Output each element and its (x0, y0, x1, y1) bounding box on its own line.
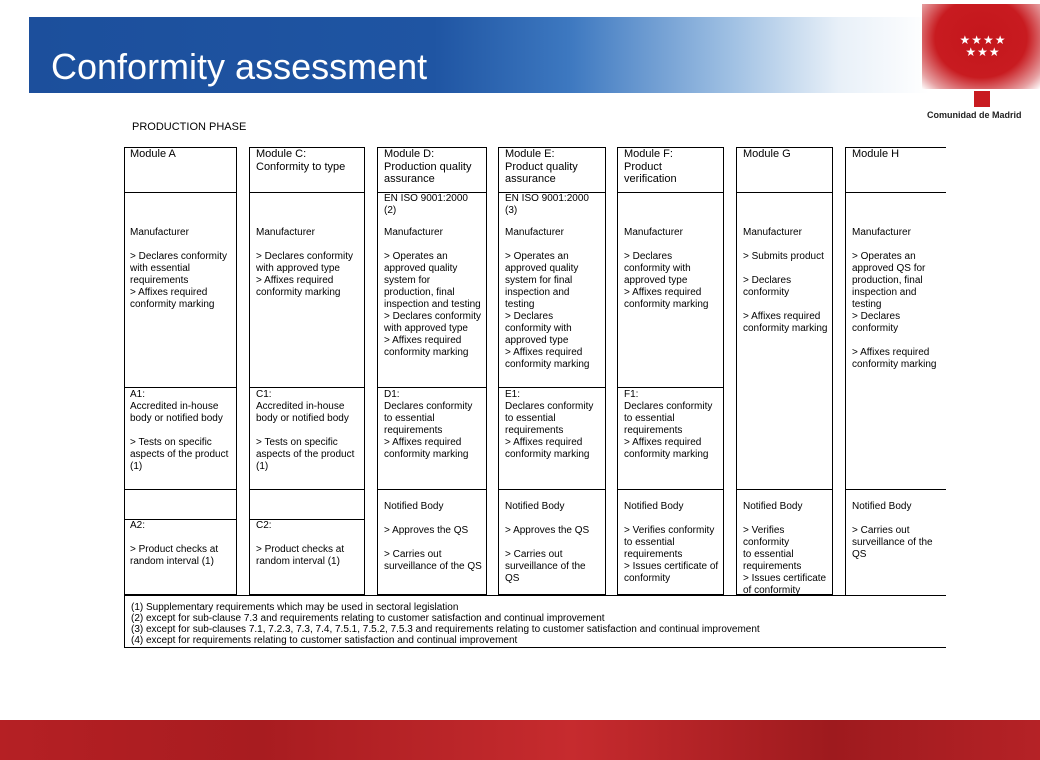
module-d-header: Module D: Production quality assurance (384, 148, 472, 185)
module-f1-cell: F1: Declares conformity to essential requirements > Affixes required conformity marking (624, 389, 713, 460)
footnote-3: (3) except for sub-clauses 7.1, 7.2.3, 7.3, 7.4, 7.5.1, 7.5.2, 7.5.3 and requirements relating to customer satisfaction and continual improvement (131, 624, 760, 635)
module-e1-cell: E1: Declares conformity to essential requirements > Affixes required conformity marking (505, 389, 594, 460)
module-c1-cell: C1: Accredited in-house body or notified body > Tests on specific aspects of the product (1) (256, 389, 355, 472)
bottom-band (0, 720, 1040, 760)
module-c-manufacturer: Manufacturer > Declares conformity with approved type > Affixes required conformity marking (256, 227, 353, 298)
module-g-manufacturer: Manufacturer > Submits product > Declares conformity > Affixes required conformity marking (743, 227, 828, 334)
module-d-standard: EN ISO 9001:2000 (2) (384, 193, 468, 216)
module-d1-cell: D1: Declares conformity to essential requirements > Affixes required conformity marking (384, 389, 473, 460)
module-g-notified-body: Notified Body > Verifies conformity to essential requirements > Issues certificate of conformity (743, 501, 827, 596)
module-e-standard: EN ISO 9001:2000 (3) (505, 193, 589, 216)
module-d-manufacturer: Manufacturer > Operates an approved quality system for production, final inspection and testing > Declares conformity with approved type > Affixes required conformity marking (384, 227, 481, 358)
module-f-notified-body: Notified Body > Verifies conformity to essential requirements > Issues certificate of conformity (624, 501, 719, 584)
footnote-2: (2) except for sub-clause 7.3 and requirements relating to customer satisfaction and continual improvement (131, 613, 605, 624)
stars-icon: ★★★★ ★★★ (959, 33, 1007, 59)
module-d-notified-body: Notified Body > Approves the QS > Carries out surveillance of the QS (384, 501, 482, 572)
logo-name: Comunidad de Madrid (927, 110, 1022, 120)
module-c-header: Module C: Conformity to type (256, 148, 346, 173)
footnotes (124, 595, 946, 648)
module-h-header: Module H (852, 148, 900, 160)
module-a2-cell: A2: > Product checks at random interval (1) (130, 520, 219, 567)
slide-title: Conformity assessment (51, 46, 428, 87)
module-h-notified-body: Notified Body > Carries out surveillance of the QS (852, 501, 933, 560)
footnote-4: (4) except for requirements relating to customer satisfaction and continual improvement (131, 635, 518, 646)
module-e-header: Module E: Product quality assurance (505, 148, 578, 185)
module-c2-cell: C2: > Product checks at random interval (1) (256, 520, 345, 567)
footnote-1: (1) Supplementary requirements which may be used in sectoral legislation (131, 602, 459, 613)
module-a-manufacturer: Manufacturer > Declares conformity with essential requirements > Affixes required conformity marking (130, 227, 227, 310)
module-a1-cell: A1: Accredited in-house body or notified body > Tests on specific aspects of the product (1) (130, 389, 229, 472)
module-a-header: Module A (130, 148, 176, 160)
module-e-notified-body: Notified Body > Approves the QS > Carries out surveillance of the QS (505, 501, 590, 584)
module-f-manufacturer: Manufacturer > Declares conformity with approved type > Affixes required conformity marking (624, 227, 709, 310)
module-g-header: Module G (743, 148, 791, 160)
module-h-manufacturer: Manufacturer > Operates an approved QS for production, final inspection and testing > Declares conformity > Affixes required conformity marking (852, 227, 937, 370)
phase-label: PRODUCTION PHASE (132, 121, 247, 133)
module-e-manufacturer: Manufacturer > Operates an approved quality system for final inspection and testing > Declares conformity with approved type > Affixes required conformity marking (505, 227, 590, 370)
module-f-header: Module F: Product verification (624, 148, 677, 185)
